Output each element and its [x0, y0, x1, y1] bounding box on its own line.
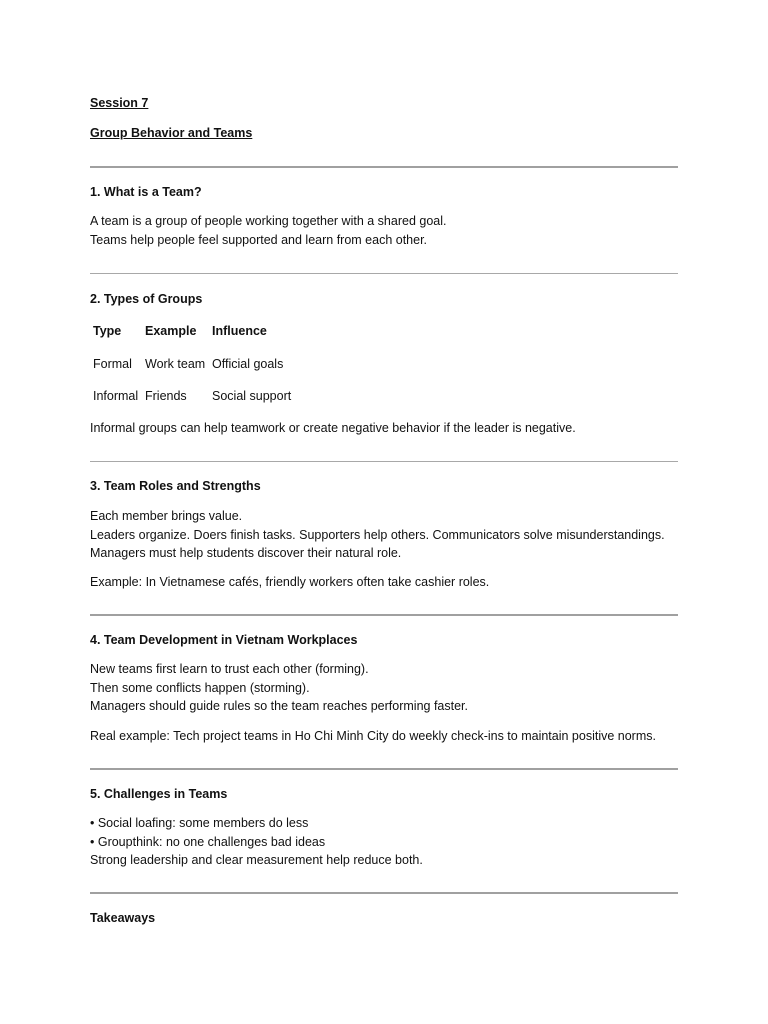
body-line: Strong leadership and clear measurement help reduce both. — [90, 853, 423, 867]
divider — [90, 892, 678, 894]
bullet-item: • Social loafing: some members do less — [90, 816, 309, 830]
body-line: New teams first learn to trust each other (forming). — [90, 662, 369, 676]
body-line: Example: In Vietnamese cafés, friendly workers often take cashier roles. — [90, 575, 490, 589]
body-line: Teams help people feel supported and learn from each other. — [90, 232, 428, 247]
divider — [90, 768, 678, 770]
section-body-what-is-a-team — [90, 212, 680, 249]
section-heading-team-development: 4. Team Development in Vietnam Workplaces — [90, 633, 358, 647]
divider — [90, 273, 678, 274]
table-cell: Friends — [145, 389, 187, 403]
table-cell: Informal — [93, 389, 139, 403]
document-title: Group Behavior and Teams — [90, 126, 253, 140]
table-header-cell: Example — [145, 324, 197, 338]
divider — [90, 166, 678, 168]
body-line: Each member brings value. — [90, 509, 243, 523]
team-development-example — [90, 727, 680, 746]
divider — [90, 461, 678, 462]
session-label: Session 7 — [90, 96, 149, 110]
table-cell: Official goals — [212, 357, 284, 371]
body-line: Leaders organize. Doers finish tasks. Supporters help others. Communicators solve misunderstandings. — [90, 527, 665, 542]
groups-note — [90, 419, 680, 438]
divider — [90, 614, 678, 616]
section-heading-takeaways: Takeaways — [90, 911, 156, 925]
table-cell: Work team — [145, 357, 206, 371]
body-line: Real example: Tech project teams in Ho Chi Minh City do weekly check-ins to maintain positive norms. — [90, 729, 656, 743]
section-heading-team-roles: 3. Team Roles and Strengths — [90, 479, 261, 493]
body-line: A team is a group of people working together with a shared goal. — [90, 214, 447, 228]
body-line: Informal groups can help teamwork or create negative behavior if the leader is negative. — [90, 421, 576, 435]
section-heading-what-is-a-team: 1. What is a Team? — [90, 185, 202, 199]
section-heading-types-of-groups: 2. Types of Groups — [90, 292, 203, 306]
section-body-team-development — [90, 660, 680, 716]
table-cell: Social support — [212, 389, 292, 403]
body-line: Managers should guide rules so the team reaches performing faster. — [90, 699, 468, 713]
bullet-item: • Groupthink: no one challenges bad ideas — [90, 834, 326, 849]
team-roles-example — [90, 573, 680, 592]
table-header-cell: Influence — [212, 324, 267, 338]
body-line: Managers must help students discover their natural role. — [90, 546, 402, 560]
section-body-team-roles — [90, 507, 680, 563]
section-heading-challenges: 5. Challenges in Teams — [90, 787, 228, 801]
body-line: Then some conflicts happen (storming). — [90, 680, 310, 695]
section-body-challenges — [90, 814, 680, 870]
table-header-cell: Type — [93, 324, 122, 338]
table-cell: Formal — [93, 357, 132, 371]
